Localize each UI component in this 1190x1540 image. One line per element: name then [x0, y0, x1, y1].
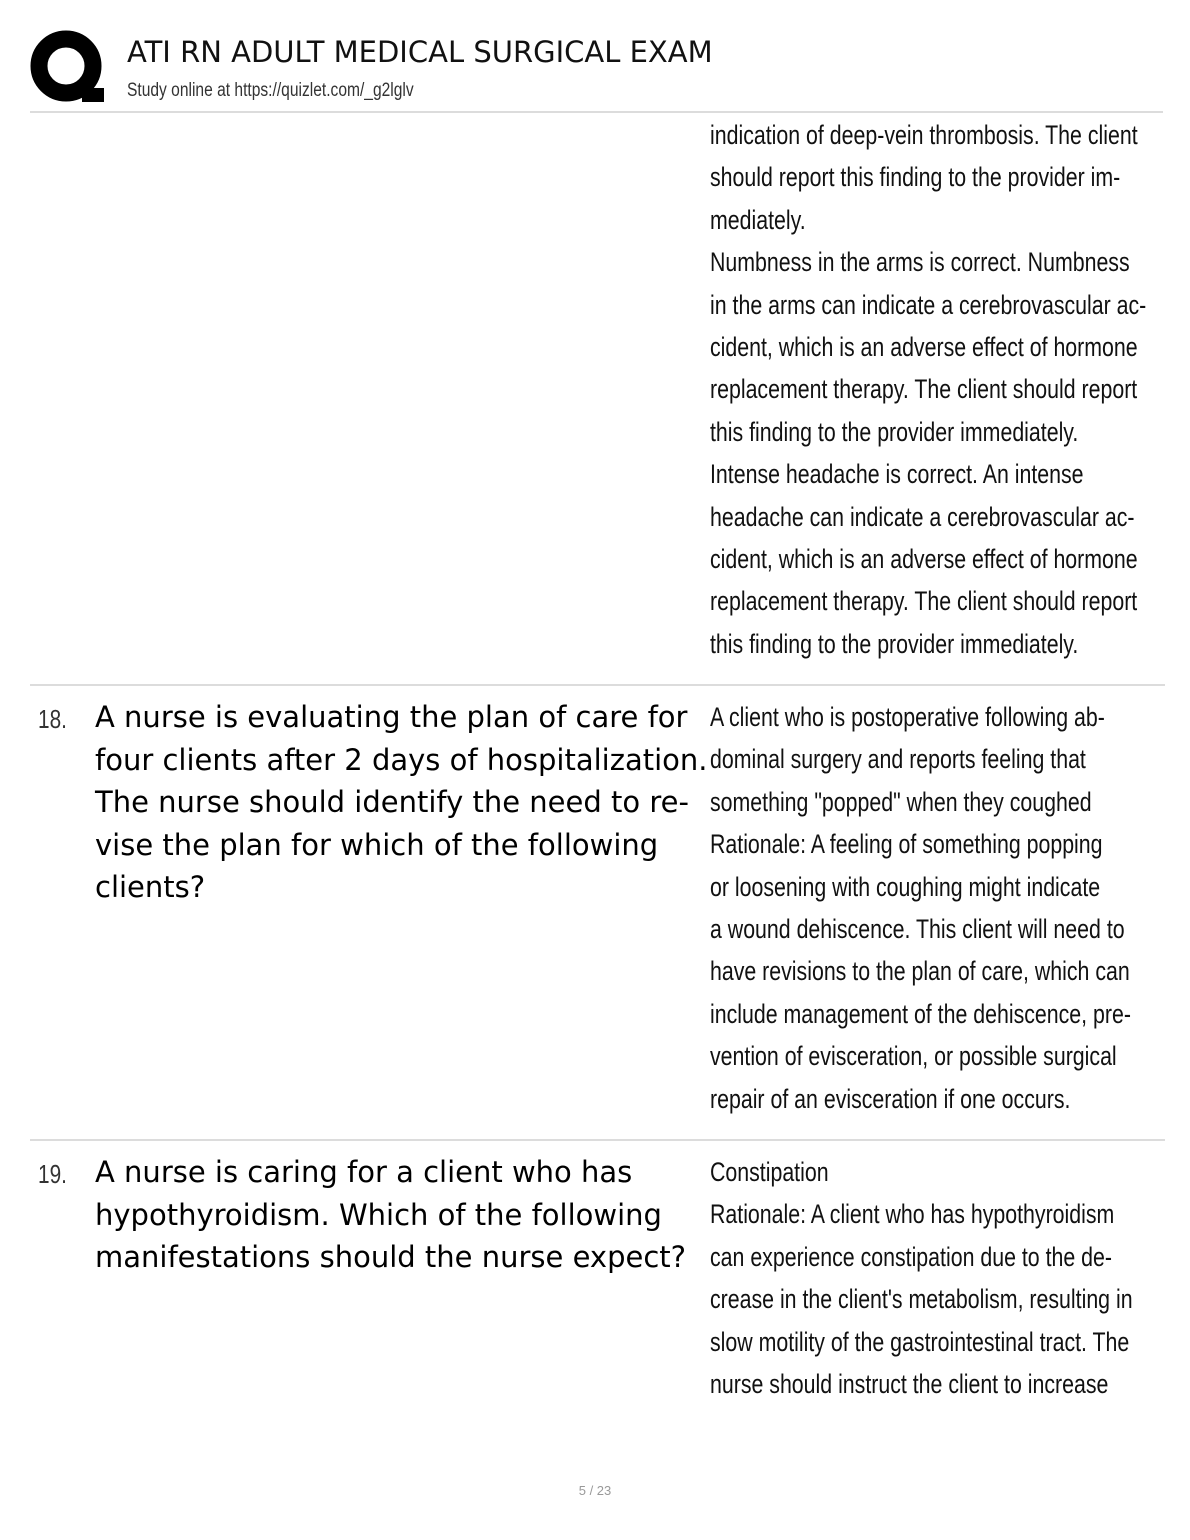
answer-line: Rationale: A feeling of something popping	[710, 829, 1103, 860]
answer-line: can experience constipation due to the de-	[710, 1241, 1112, 1272]
question-line: hypothyroidism. Which of the following	[95, 1197, 662, 1232]
answer-line: Constipation	[710, 1157, 829, 1187]
text-line: replacement therapy. The client should report	[710, 374, 1138, 405]
answer-line: slow motility of the gastrointestinal tract. The	[710, 1326, 1130, 1357]
card-divider	[30, 1139, 1165, 1141]
answer-line: dominal surgery and reports feeling that	[710, 744, 1086, 775]
card-number: 19.	[38, 1159, 67, 1189]
card-divider	[30, 684, 1165, 686]
answer-line: have revisions to the plan of care, which can	[710, 956, 1130, 987]
question-line: A nurse is caring for a client who has	[95, 1155, 633, 1189]
question	[95, 1151, 705, 1279]
question-line: The nurse should identify the need to re-	[95, 785, 689, 819]
card-number: 18.	[38, 704, 67, 734]
question-line: four clients after 2 days of hospitalization.	[95, 742, 708, 777]
text-line: in the arms can indicate a cerebrovascular ac-	[710, 289, 1147, 320]
text-line: headache can indicate a cerebrovascular ac-	[710, 501, 1135, 532]
answer-line: a wound dehiscence. This client will need to	[710, 914, 1125, 945]
text-line: cident, which is an adverse effect of hormone	[710, 544, 1138, 575]
text-line: Numbness in the arms is correct. Numbness	[710, 247, 1130, 278]
document-title: ATI RN ADULT MEDICAL SURGICAL EXAM	[127, 35, 713, 69]
answer-line: repair of an evisceration if one occurs.	[710, 1083, 1071, 1114]
answer-line: A client who is postoperative following ab-	[710, 702, 1105, 732]
text-line: cident, which is an adverse effect of hormone	[710, 332, 1138, 363]
text-line: should report this finding to the provider im-	[710, 162, 1121, 193]
answer-line: or loosening with coughing might indicate	[710, 871, 1101, 902]
text-line: mediately.	[710, 204, 806, 235]
text-line: indication of deep-vein thrombosis. The client	[710, 120, 1138, 150]
question-line: A nurse is evaluating the plan of care for	[95, 700, 688, 734]
answer-line: something "popped" when they coughed	[710, 786, 1092, 817]
question-line: manifestations should the nurse expect?	[95, 1240, 687, 1274]
continued-answer	[710, 114, 1150, 665]
text-line: Intense headache is correct. An intense	[710, 459, 1084, 490]
text-line: this finding to the provider immediately.	[710, 628, 1079, 659]
answer	[710, 696, 1150, 1120]
answer-line: crease in the client's metabolism, resulting in	[710, 1284, 1133, 1315]
header-divider	[30, 111, 1163, 113]
answer	[710, 1151, 1150, 1405]
answer-line: Rationale: A client who has hypothyroidism	[710, 1199, 1115, 1230]
page-number: 5 / 23	[578, 1483, 612, 1498]
question-line: vise the plan for which of the following	[95, 827, 659, 862]
quizlet-logo-icon	[30, 30, 106, 106]
answer-line: include management of the dehiscence, pre-	[710, 998, 1131, 1029]
study-link: Study online at https://quizlet.com/_g2lglv	[127, 80, 414, 101]
text-line: this finding to the provider immediately.	[710, 416, 1079, 447]
question	[95, 696, 708, 909]
text-line: replacement therapy. The client should report	[710, 586, 1138, 617]
answer-line: nurse should instruct the client to increase	[710, 1369, 1109, 1400]
answer-line: vention of evisceration, or possible surgical	[710, 1041, 1117, 1072]
question-line: clients?	[95, 870, 206, 904]
